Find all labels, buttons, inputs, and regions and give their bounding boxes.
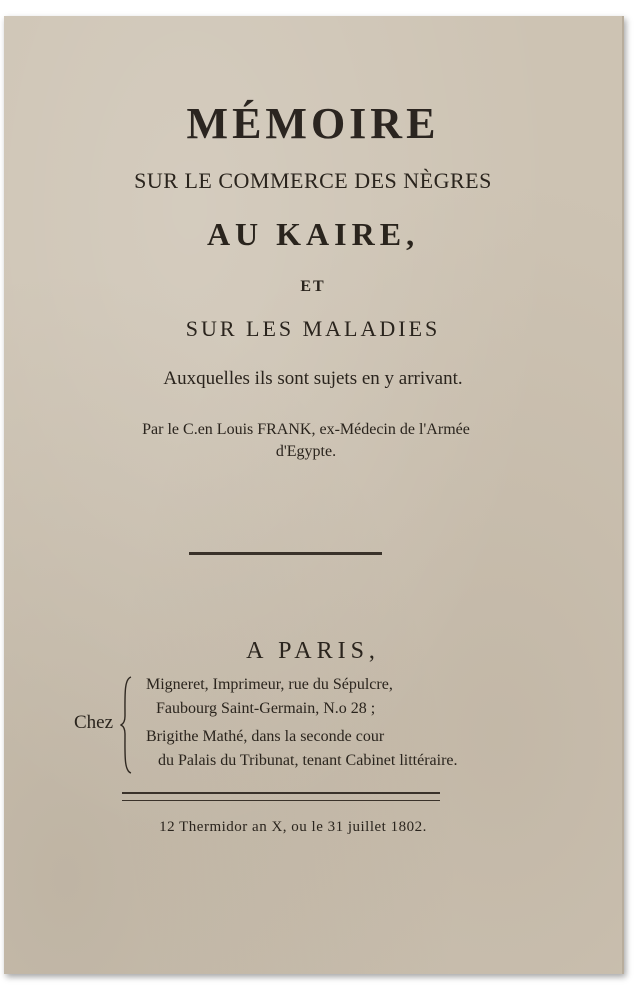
author-line-1: Par le C.en Louis FRANK, ex-Médecin de l'Armée <box>142 421 470 438</box>
imprint-chez: Chez <box>74 712 114 733</box>
subtitle-line-4: Auxquelles ils sont sujets en y arrivant. <box>163 368 463 389</box>
imprint-address-line-1: Migneret, Imprimeur, rue du Sépulcre, <box>146 676 393 693</box>
divider-rule <box>189 552 382 555</box>
imprint-address-line-3: Brigithe Mathé, dans la seconde cour <box>146 728 385 745</box>
subtitle-line-3: SUR LES MALADIES <box>185 316 441 341</box>
subtitle-line-1: SUR LE COMMERCE DES NÈGRES <box>134 168 492 193</box>
publication-date: 12 Thermidor an X, ou le 31 juillet 1802. <box>159 819 427 835</box>
author-line-2: d'Egypte. <box>275 443 337 460</box>
title-page <box>4 16 624 974</box>
imprint-address-line-2: Faubourg Saint-Germain, N.o 28 ; <box>156 700 376 717</box>
subtitle-line-2: AU KAIRE, <box>206 216 420 252</box>
double-rule <box>122 792 440 801</box>
imprint-address-line-4: du Palais du Tribunat, tenant Cabinet littéraire. <box>158 752 458 769</box>
brace-icon <box>120 676 132 774</box>
page-title: MÉMOIRE <box>186 99 440 148</box>
conjunction: ET <box>300 278 326 295</box>
imprint-city: A PARIS, <box>246 638 380 664</box>
